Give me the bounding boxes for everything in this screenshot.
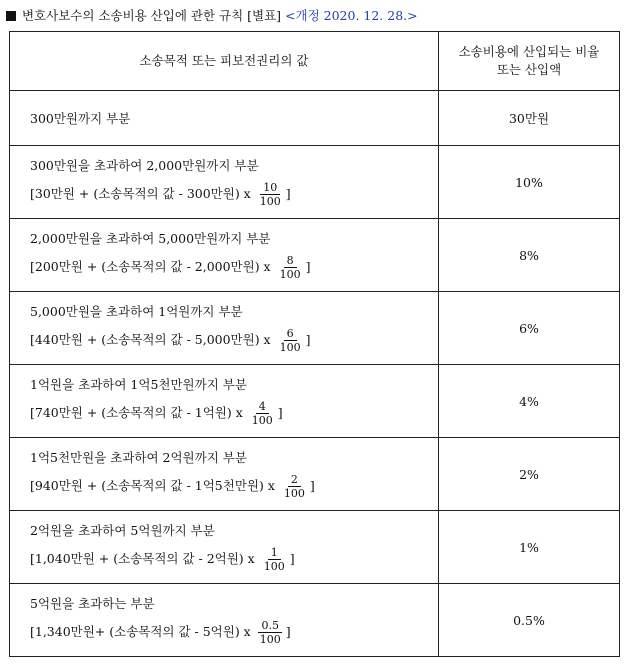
formula-close: ]	[285, 186, 291, 201]
fraction-numerator: 8	[284, 254, 297, 268]
range-cell	[10, 91, 439, 146]
range-cell	[10, 584, 439, 657]
fraction-denominator: 100	[251, 413, 273, 427]
range-text: 5,000만원을 초과하여 1억원까지 부분	[30, 303, 243, 319]
fraction-denominator: 100	[259, 194, 281, 208]
table-row	[10, 292, 620, 365]
range-text: 2억원을 초과하여 5억원까지 부분	[30, 522, 215, 538]
fraction	[257, 181, 284, 208]
formula-close: ]	[277, 405, 283, 420]
table-row	[10, 91, 620, 146]
rate-cell: 10%	[439, 146, 620, 219]
formula-close: ]	[305, 259, 311, 274]
header-litigation-value: 소송목적 또는 피보전권리의 값	[10, 32, 439, 91]
formula-close: ]	[285, 624, 291, 639]
fraction	[277, 254, 304, 281]
table-row	[10, 438, 620, 511]
table-row	[10, 584, 620, 657]
fraction-denominator: 100	[279, 340, 301, 354]
range-cell	[10, 292, 439, 365]
fraction-numerator: 0.5	[258, 619, 282, 633]
fraction	[281, 473, 308, 500]
formula	[30, 327, 437, 354]
header-rate	[439, 32, 620, 91]
formula-text: [740만원 + (소송목적의 값 - 1억원) x	[30, 405, 243, 420]
table-row	[10, 365, 620, 438]
range-text: 1억5천만원을 초과하여 2억원까지 부분	[30, 449, 247, 465]
rate-cell: 8%	[439, 219, 620, 292]
table-header-row	[10, 32, 620, 91]
range-cell	[10, 438, 439, 511]
range-cell	[10, 146, 439, 219]
rate-cell: 2%	[439, 438, 620, 511]
formula	[30, 619, 437, 646]
formula-text: [30만원 + (소송목적의 값 - 300만원) x	[30, 186, 251, 201]
formula-close: ]	[309, 478, 315, 493]
table-row	[10, 511, 620, 584]
formula	[30, 546, 437, 573]
fee-table	[9, 31, 620, 657]
fraction	[257, 619, 284, 646]
title-text: 변호사보수의 소송비용 산입에 관한 규칙 [별표]	[22, 8, 282, 23]
range-text: 300만원까지 부분	[30, 111, 131, 126]
rate-cell: 30만원	[439, 91, 620, 146]
formula-text: [1,040만원 + (소송목적의 값 - 2억원) x	[30, 551, 255, 566]
rate-cell: 4%	[439, 365, 620, 438]
range-text: 1억원을 초과하여 1억5천만원까지 부분	[30, 376, 247, 392]
fraction-numerator: 10	[260, 181, 280, 195]
formula	[30, 400, 437, 427]
fraction-numerator: 2	[288, 473, 301, 487]
rate-cell: 6%	[439, 292, 620, 365]
formula-text: [440만원 + (소송목적의 값 - 5,000만원) x	[30, 332, 271, 347]
formula	[30, 181, 437, 208]
rate-cell: 1%	[439, 511, 620, 584]
formula-text: [200만원 + (소송목적의 값 - 2,000만원) x	[30, 259, 271, 274]
range-cell	[10, 365, 439, 438]
header-rate-line1: 소송비용에 산입되는 비율	[458, 44, 600, 59]
square-bullet-icon	[6, 11, 16, 21]
table-row	[10, 219, 620, 292]
document-title	[6, 8, 418, 24]
fraction-numerator: 1	[268, 546, 281, 560]
fraction-denominator: 100	[283, 486, 305, 500]
range-text: 5억원을 초과하는 부분	[30, 595, 155, 611]
formula-text: [1,340만원+ (소송목적의 값 - 5억원) x	[30, 624, 251, 639]
table-row	[10, 146, 620, 219]
amendment-link[interactable]: <개정 2020. 12. 28.>	[285, 8, 418, 23]
formula	[30, 254, 437, 281]
formula-text: [940만원 + (소송목적의 값 - 1억5천만원) x	[30, 478, 275, 493]
range-text: 2,000만원을 초과하여 5,000만원까지 부분	[30, 230, 271, 246]
rate-cell: 0.5%	[439, 584, 620, 657]
range-text: 300만원을 초과하여 2,000만원까지 부분	[30, 157, 259, 173]
fraction-numerator: 6	[284, 327, 297, 341]
fraction-denominator: 100	[263, 559, 285, 573]
fraction-numerator: 4	[256, 400, 269, 414]
range-cell	[10, 511, 439, 584]
fraction-denominator: 100	[279, 267, 301, 281]
formula-close: ]	[305, 332, 311, 347]
fraction-denominator: 100	[259, 632, 281, 646]
formula	[30, 473, 437, 500]
range-cell	[10, 219, 439, 292]
fraction	[277, 327, 304, 354]
formula-close: ]	[289, 551, 295, 566]
fraction	[261, 546, 288, 573]
fraction	[249, 400, 276, 427]
header-rate-line2: 또는 산입액	[496, 62, 562, 77]
